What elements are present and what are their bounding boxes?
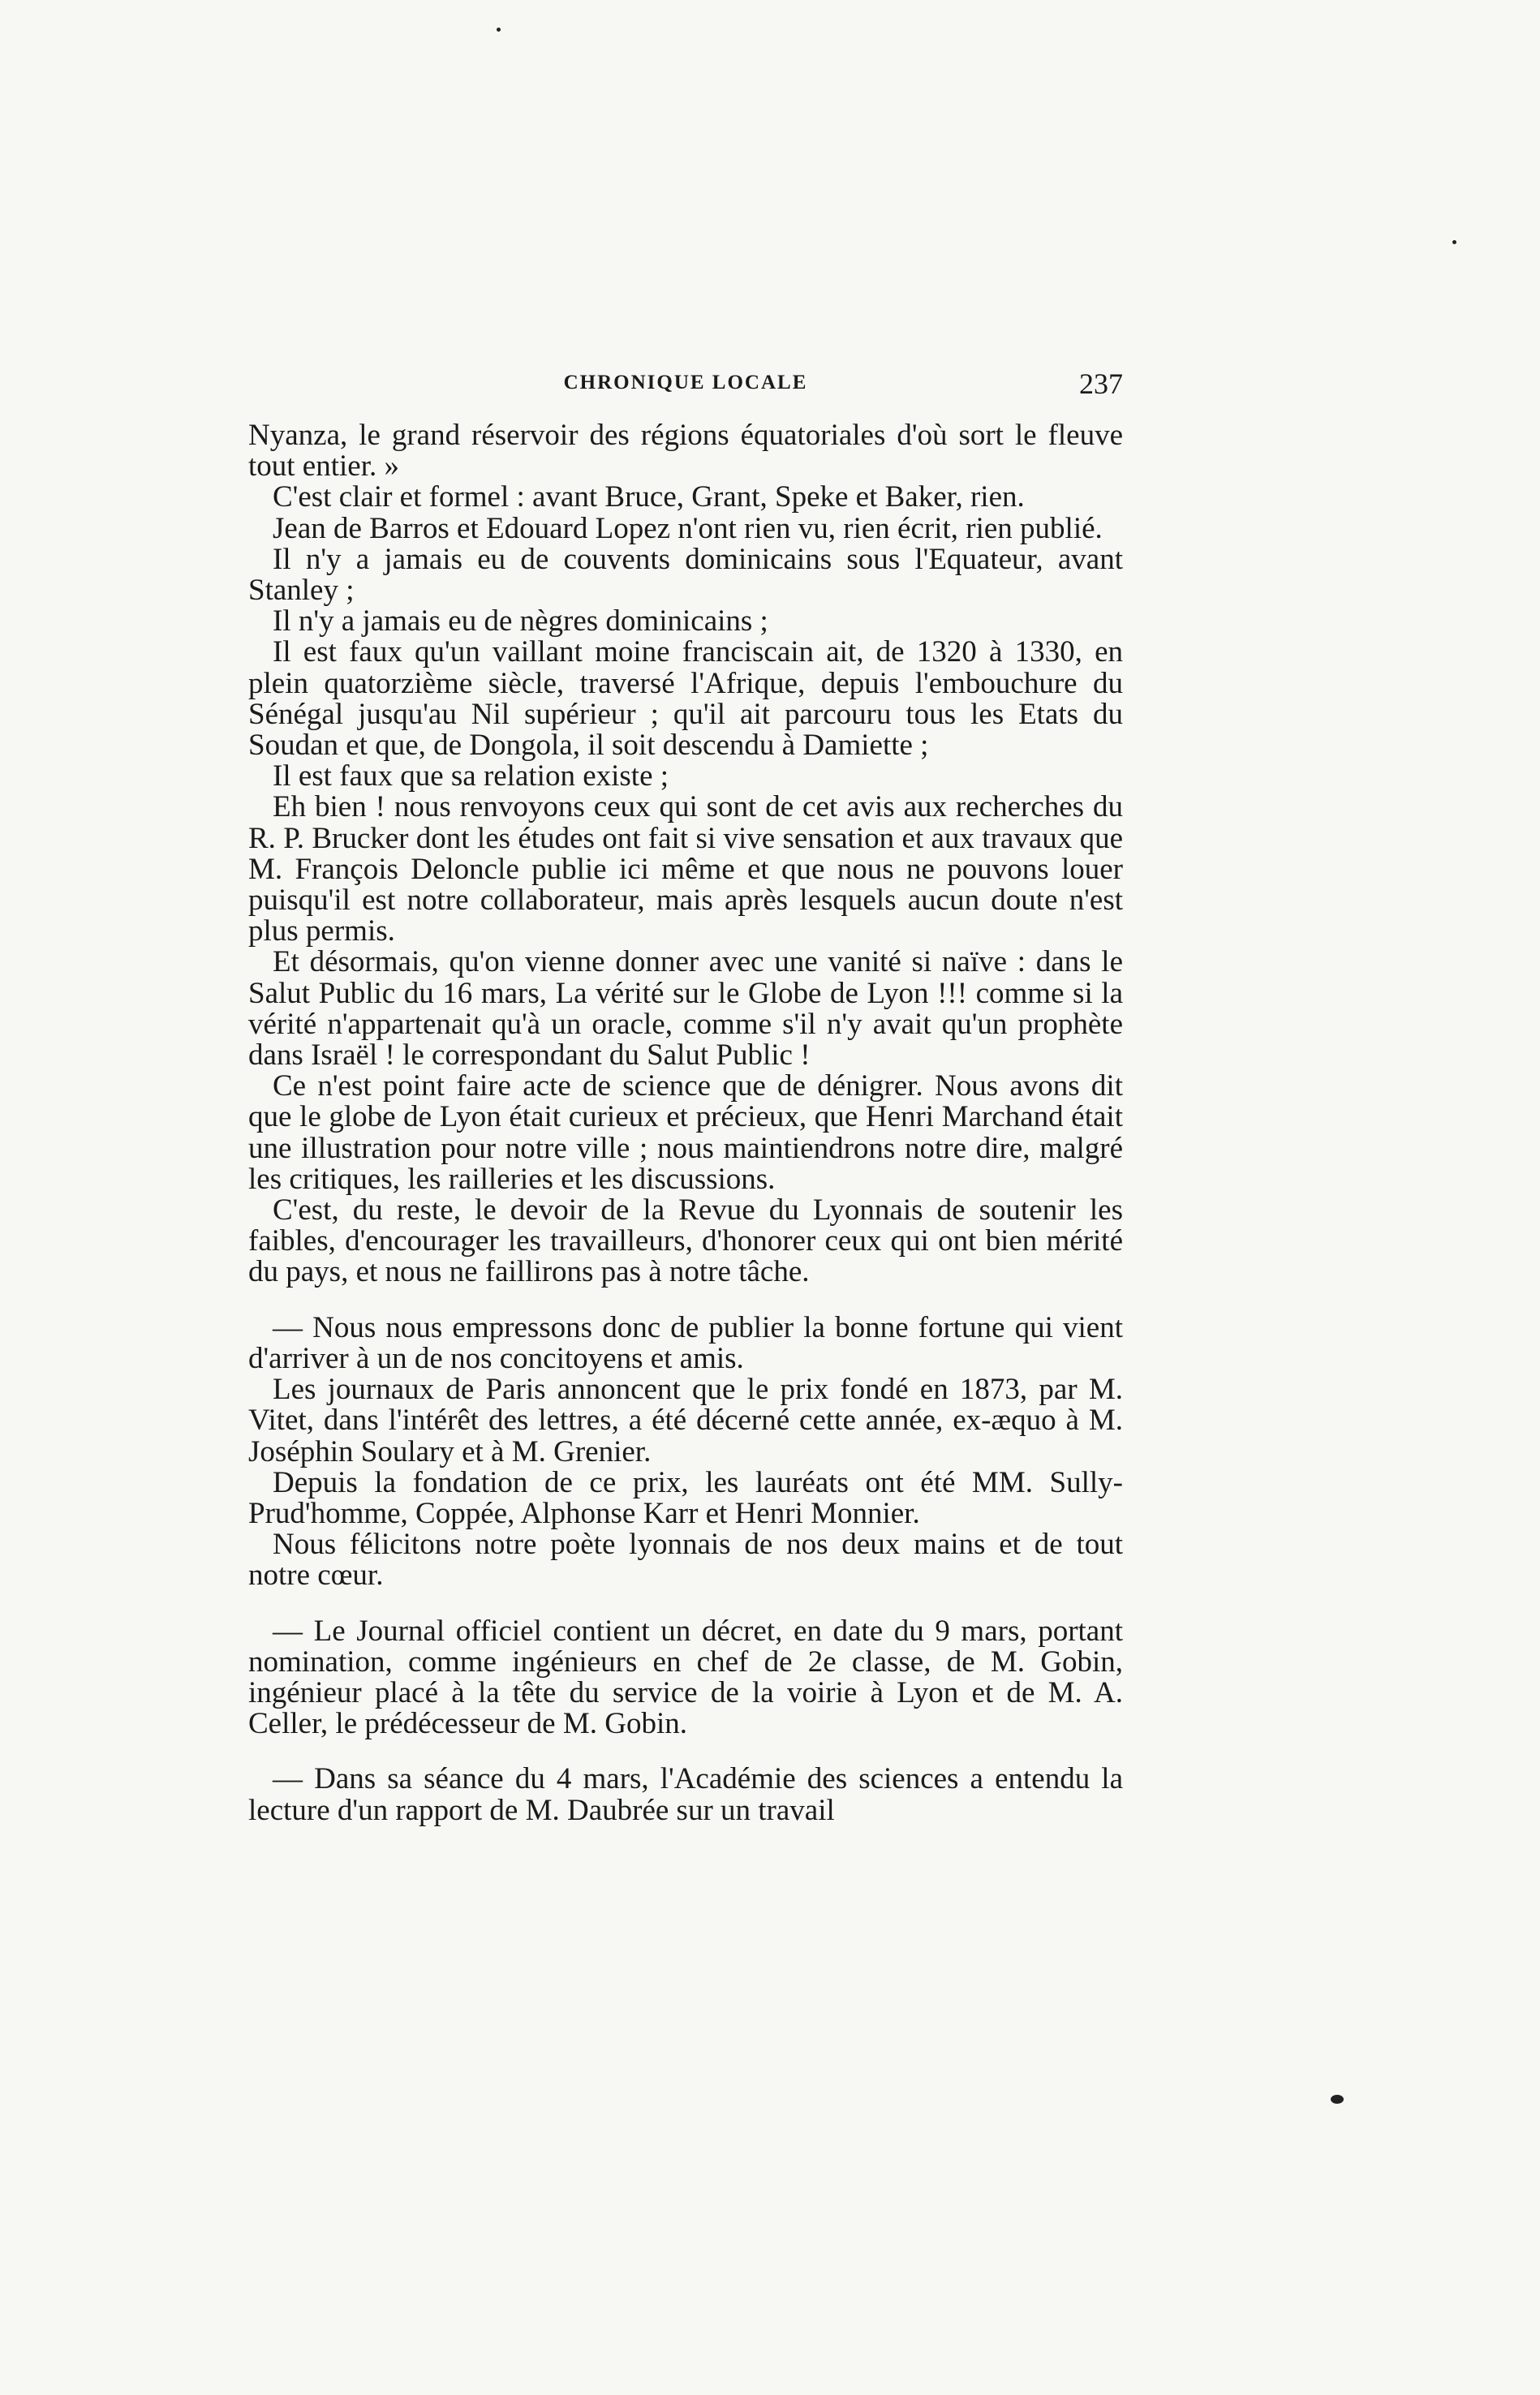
paragraph: Jean de Barros et Edouard Lopez n'ont rien vu, rien écrit, rien publié. bbox=[273, 511, 1103, 545]
paragraph: — Nous nous empressons donc de publier la bonne fortune qui vient d'arriver à un de nos concitoyens et amis. bbox=[248, 1310, 1123, 1375]
body-text bbox=[248, 420, 1123, 1826]
paragraph: C'est, du reste, le devoir de la Revue du Lyonnais de soutenir les faibles, d'encourager les travailleurs, d'honorer ceux qui ont bien mérité du pays, et nous ne faillirons pas à notre tâche. bbox=[248, 1193, 1123, 1289]
page-text-block bbox=[248, 367, 1123, 1826]
running-header bbox=[248, 367, 1123, 406]
paragraph: C'est clair et formel : avant Bruce, Grant, Speke et Baker, rien. bbox=[273, 480, 1025, 514]
paragraph: Il est faux que sa relation existe ; bbox=[273, 759, 669, 793]
paragraph: Il est faux qu'un vaillant moine franciscain ait, de 1320 à 1330, en plein quatorzième siècle, traversé l'Afrique, depuis l'embouchure du Sénégal jusqu'au Nil supérieur ; qu'il ait parcouru tous les Etats du Soudan et que, de Dongola, il soit descendu à Damiette ; bbox=[248, 635, 1123, 763]
paragraph: Ce n'est point faire acte de science que de dénigrer. Nous avons dit que le globe de Lyon était curieux et précieux, que Henri Marchand était une illustration pour notre ville ; nous maintiendrons notre dire, malgré les critiques, les railleries et les discussions. bbox=[248, 1069, 1123, 1196]
paragraph: Il n'y a jamais eu de couvents dominicains sous l'Equateur, avant Stanley ; bbox=[248, 542, 1123, 608]
ink-speck bbox=[1331, 2095, 1344, 2104]
page-number: 237 bbox=[1079, 368, 1123, 400]
paragraph: Nous félicitons notre poète lyonnais de nos deux mains et de tout notre cœur. bbox=[248, 1528, 1123, 1593]
paragraph: Il n'y a jamais eu de nègres dominicains ; bbox=[273, 604, 768, 639]
paragraph: Depuis la fondation de ce prix, les lauréats ont été MM. Sully-Prud'homme, Coppée, Alphonse Karr et Henri Monnier. bbox=[248, 1465, 1123, 1530]
paragraph: Et désormais, qu'on vienne donner avec une vanité si naïve : dans le Salut Public du 16 mars, La vérité sur le Globe de Lyon !!! comme si la vérité n'appartenait qu'à un oracle, comme s'il n'y avait qu'un prophète dans Israël ! le correspondant du Salut Public ! bbox=[248, 945, 1123, 1073]
paragraph: Nyanza, le grand réservoir des régions équatoriales d'où sort le fleuve tout entier. » bbox=[248, 419, 1123, 484]
paragraph: Eh bien ! nous renvoyons ceux qui sont de cet avis aux recherches du R. P. Brucker dont les études ont fait si vive sensation et aux travaux que M. François Deloncle publie ici même et que nous ne pouvons louer puisqu'il est notre collaborateur, mais après lesquels aucun doute n'est plus permis. bbox=[248, 790, 1123, 948]
running-title: CHRONIQUE LOCALE bbox=[563, 372, 808, 393]
paragraph: — Le Journal officiel contient un décret, en date du 9 mars, portant nomination, comme ingénieurs en chef de 2e classe, de M. Gobin, ingénieur placé à la tête du service de la voirie à Lyon et de M. A. Celler, le prédécesseur de M. Gobin. bbox=[248, 1614, 1123, 1741]
paragraph: Les journaux de Paris annoncent que le prix fondé en 1873, par M. Vitet, dans l'intérêt des lettres, a été décerné cette année, ex-æquo à M. Joséphin Soulary et à M. Grenier. bbox=[248, 1373, 1123, 1468]
ink-speck bbox=[497, 28, 501, 32]
paragraph: — Dans sa séance du 4 mars, l'Académie des sciences a entendu la lecture d'un rapport de M. Daubrée sur un travail bbox=[248, 1762, 1123, 1827]
ink-speck bbox=[1452, 240, 1456, 244]
